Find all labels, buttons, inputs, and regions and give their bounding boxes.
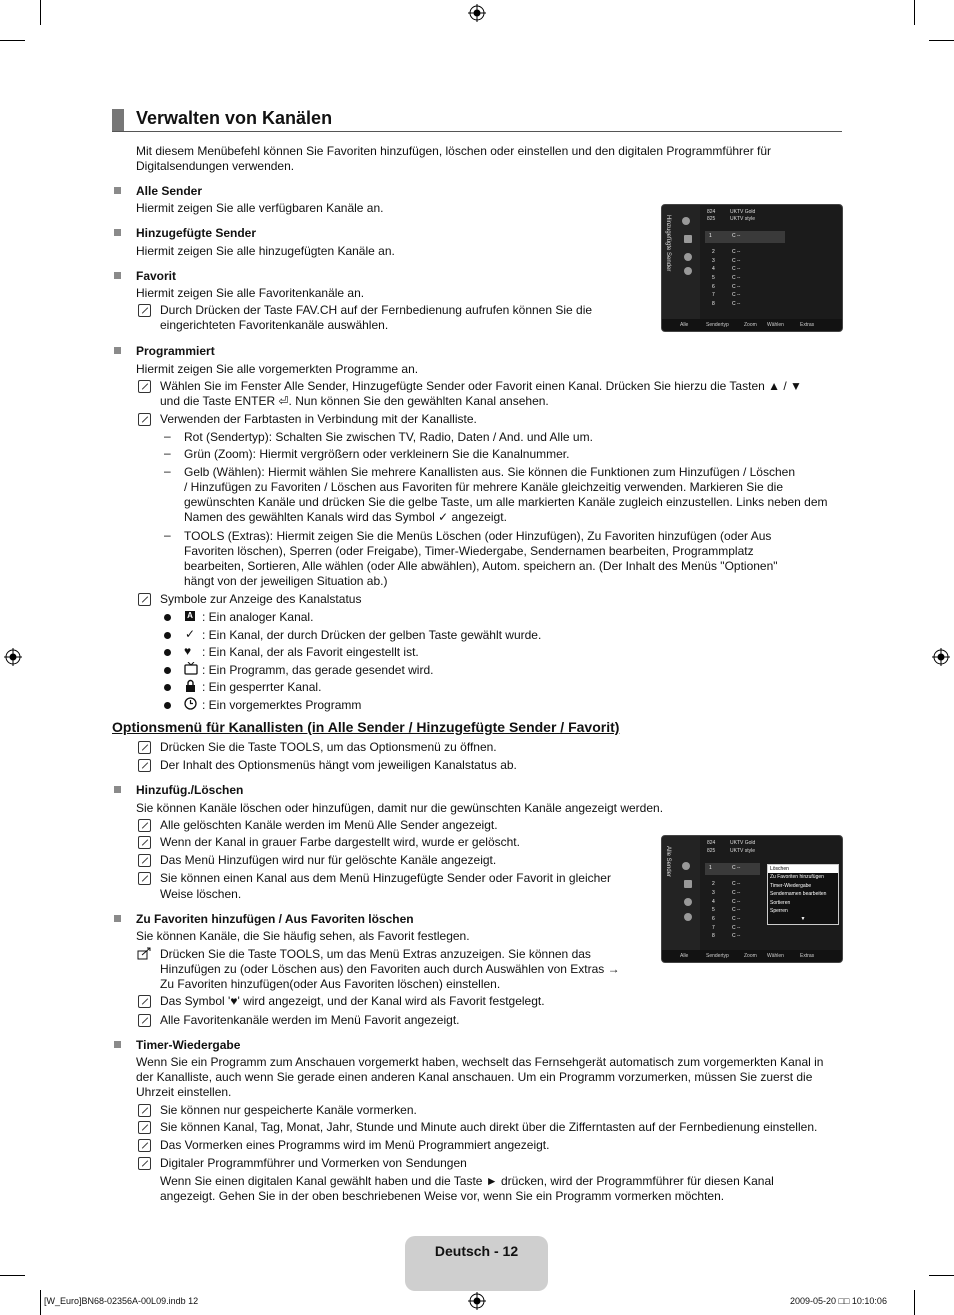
screen-footer-item: Extras xyxy=(800,953,815,959)
section-heading: Zu Favoriten hinzufügen / Aus Favoriten löschen xyxy=(136,912,414,926)
section-heading: Alle Sender xyxy=(136,184,203,198)
screen-footer-item: Alle xyxy=(680,322,689,328)
screen-row-number: 8 xyxy=(712,301,715,307)
note-text: Das Symbol '♥' wird angezeigt, und der Kanal wird als Favorit festgelegt. xyxy=(160,994,545,1008)
screen-footer-item: Zoom xyxy=(744,953,757,959)
crop-mark xyxy=(40,0,41,25)
dash-bullet: – xyxy=(164,446,171,460)
note-text: Verwenden der Farbtasten in Verbindung mit der Kanalliste. xyxy=(160,412,477,426)
note-text: Sie können nur gespeicherte Kanäle vormerken. xyxy=(160,1103,417,1117)
screen-row-number: 7 xyxy=(712,925,715,931)
screen-channel-name: UKTV style xyxy=(730,216,756,222)
section-text: Uhrzeit einstellen. xyxy=(136,1085,232,1099)
print-info-right: 2009-05-20 □□ 10:10:06 xyxy=(790,1296,887,1306)
bullet-dot xyxy=(164,667,171,674)
print-info-left: [W_Euro]BN68-02356A-00L09.indb 12 xyxy=(44,1296,199,1306)
registration-mark-icon xyxy=(932,648,950,666)
note-text: Wählen Sie im Fenster Alle Sender, Hinzugefügte Sender oder Favorit einen Kanal. Drücken Sie hierzu die Tasten ▲ / ▼ xyxy=(160,379,802,393)
screen-row-name: C -- xyxy=(732,258,741,264)
screen-row-name: C -- xyxy=(732,925,741,931)
bullet-square xyxy=(114,187,121,194)
screen-footer-item: Extras xyxy=(800,322,815,328)
bullet-square xyxy=(114,1041,121,1048)
bullet-square xyxy=(114,229,121,236)
antenna-icon xyxy=(682,862,690,870)
section-text: Sie können Kanäle löschen oder hinzufügen, damit nur die gewünschten Kanäle angezeigt werden. xyxy=(136,801,664,815)
note-icon xyxy=(138,759,151,772)
screen-row-name: C -- xyxy=(732,890,741,896)
subsection-title: Optionsmenü für Kanallisten (in Alle Sender / Hinzugefügte Sender / Favorit) xyxy=(112,719,620,735)
screen-row-number: 2 xyxy=(712,249,715,255)
note-icon xyxy=(138,380,151,393)
dash-text: Favoriten löschen), Sperren (oder Freigabe), Timer-Wiedergabe, Sendernamen bearbeiten, Programmplatz xyxy=(184,544,754,558)
screen-row-number: 8 xyxy=(712,933,715,939)
section-heading: Favorit xyxy=(136,269,177,283)
screen-row-number: 6 xyxy=(712,916,715,922)
icon-legend-text: : Ein Programm, das gerade gesendet wird. xyxy=(202,663,434,677)
note-text: und die Taste ENTER ⏎. Nun können Sie den gewählten Kanal ansehen. xyxy=(160,394,549,408)
screen-row-number: 3 xyxy=(712,890,715,896)
section-heading: Programmiert xyxy=(136,344,215,358)
note-text: Wenn Sie einen digitalen Kanal gewählt haben und die Taste ► drücken, wird der Programmführer für diesen Kanal xyxy=(160,1174,774,1188)
screen-menu-item: Sortieren xyxy=(770,899,791,906)
note-text: Alle Favoritenkanäle werden im Menü Favorit angezeigt. xyxy=(160,1013,460,1027)
crop-mark xyxy=(914,1290,915,1315)
screen-selected-row xyxy=(705,231,785,243)
screen-options-menu xyxy=(767,864,839,925)
screen-row-number: 7 xyxy=(712,292,715,298)
screen-footer xyxy=(662,319,842,331)
screen-row-number: 5 xyxy=(712,907,715,913)
screen-footer-item: Alle xyxy=(680,953,689,959)
icon-legend-text: : Ein Kanal, der als Favorit eingestellt ist. xyxy=(202,645,419,659)
screen-row-number: 1 xyxy=(709,865,712,871)
note-text: eingerichteten Favoritenkanäle auswählen. xyxy=(160,318,389,332)
note-icon xyxy=(138,1121,151,1134)
screen-menu-item: Zu Favoriten hinzufügen xyxy=(770,874,824,881)
note-icon xyxy=(138,741,151,754)
note-icon xyxy=(138,836,151,849)
screen-menu-item: Timer-Wiedergabe xyxy=(770,882,812,889)
note-text: Wenn der Kanal in grauer Farbe dargestellt wird, wurde er gelöscht. xyxy=(160,835,520,849)
screen-row-name: C -- xyxy=(732,266,741,272)
note-icon xyxy=(138,1157,151,1170)
clock-icon xyxy=(184,697,197,710)
note-text: Alle gelöschten Kanäle werden im Menü Alle Sender angezeigt. xyxy=(160,818,498,832)
screen-channel-name: UKTV Gold xyxy=(730,840,756,846)
note-icon xyxy=(138,1139,151,1152)
intro-line: Mit diesem Menübefehl können Sie Favoriten hinzufügen, löschen oder einstellen und den digitalen Programmführer für xyxy=(136,144,772,158)
screen-row-number: 4 xyxy=(712,899,715,905)
screen-menu-item: Sperren xyxy=(770,907,788,914)
screen-vertical-label: Hinzugefügte Sender xyxy=(665,215,671,272)
tv-on-air-icon xyxy=(184,662,198,675)
note-icon xyxy=(138,995,151,1008)
note-text: Durch Drücken der Taste FAV.CH auf der Fernbedienung aufrufen können Sie die xyxy=(160,303,593,317)
title-accent-bar xyxy=(112,109,124,131)
screen-row-name: C -- xyxy=(732,233,741,239)
dash-text: TOOLS (Extras): Hiermit zeigen Sie die Menüs Löschen (oder Hinzufügen), Zu Favoriten hinzufügen (oder Aus xyxy=(184,529,772,543)
screen-channel-name: UKTV style xyxy=(730,848,756,854)
dash-bullet: – xyxy=(164,528,171,542)
crop-mark xyxy=(929,1275,954,1276)
note-text: angezeigt. Gehen Sie in der oben beschriebenen Weise vor, wenn Sie ein Programm vormerken möchten. xyxy=(160,1189,725,1203)
section-text: Hiermit zeigen Sie alle vorgemerkten Programme an. xyxy=(136,362,419,376)
note-text: Das Vormerken eines Programms wird im Menü Programmiert angezeigt. xyxy=(160,1138,550,1152)
screen-channel-name: UKTV Gold xyxy=(730,209,756,215)
section-text: Hiermit zeigen Sie alle verfügbaren Kanäle an. xyxy=(136,201,384,215)
section-text: der Kanalliste, auch wenn Sie gerade einen anderen Kanal anschauen. Um ein Programm vorzumerken, müssen Sie zuerst die xyxy=(136,1070,813,1084)
crop-mark xyxy=(0,1275,25,1276)
note-text: Digitaler Programmführer und Vormerken von Sendungen xyxy=(160,1156,467,1170)
screen-row-name: C -- xyxy=(732,881,741,887)
screen-vertical-label: Alle Sender xyxy=(665,846,671,878)
section-text: Hiermit zeigen Sie alle Favoritenkanäle an. xyxy=(136,286,365,300)
note-icon xyxy=(138,1014,151,1027)
heart-icon xyxy=(684,898,692,906)
screen-footer xyxy=(662,950,842,962)
heart-icon xyxy=(684,253,692,261)
screen-row-name: C -- xyxy=(732,249,741,255)
tv-screenshot-channel-list xyxy=(661,204,843,332)
bullet-square xyxy=(114,786,121,793)
note-text: Sie können einen Kanal aus dem Menü Hinzugefügte Sender oder Favorit in gleicher xyxy=(160,871,611,885)
screen-row-number: 3 xyxy=(712,258,715,264)
bullet-square xyxy=(114,347,121,354)
section-heading: Hinzufüg./Löschen xyxy=(136,783,244,797)
screen-menu-scroll: ▼ xyxy=(800,916,806,923)
note-text: Sie können Kanal, Tag, Monat, Jahr, Stunde und Minute auch direkt über die Zifferntasten auf der Fernbedienung einstellen. xyxy=(160,1120,818,1134)
bullet-square xyxy=(114,272,121,279)
dash-text: Namen des gewählten Kanals wird das Symbol ✓ angezeigt. xyxy=(184,510,507,524)
clock-icon xyxy=(684,267,692,275)
screen-row-number: 2 xyxy=(712,881,715,887)
registration-mark-icon xyxy=(468,1292,486,1310)
bullet-dot xyxy=(164,649,171,656)
note-text: Drücken Sie die Taste TOOLS, um das Optionsmenü zu öffnen. xyxy=(160,740,497,754)
dash-text: / Hinzufügen zu Favoriten / Löschen aus Favoriten für mehrere Kanäle gleichzeitig verwenden. Markieren Sie die xyxy=(184,480,783,494)
check-icon: ✓ xyxy=(185,627,196,641)
crop-mark xyxy=(0,40,25,41)
section-text: Wenn Sie ein Programm zum Anschauen vorgemerkt haben, wechselt das Fernsehgerät automatisch zum vorgemerkten Kanal in xyxy=(136,1055,824,1069)
crop-mark xyxy=(40,1290,41,1315)
note-icon xyxy=(138,872,151,885)
note-text: Hinzufügen zu (oder Löschen aus) den Favoriten auch durch Auswählen von Extras → xyxy=(160,962,620,976)
icon-legend-text: : Ein gesperrter Kanal. xyxy=(202,680,322,694)
screen-footer-item: Wählen xyxy=(767,953,784,959)
screen-row-name: C -- xyxy=(732,275,741,281)
intro-line: Digitalsendungen verwenden. xyxy=(136,159,295,173)
screen-menu-item: Sendernamen bearbeiten xyxy=(770,891,827,898)
screen-row-name: C -- xyxy=(732,292,741,298)
add-channel-icon xyxy=(684,880,692,888)
screen-channel-number: 824 xyxy=(707,209,716,215)
note-icon xyxy=(138,1104,151,1117)
icon-legend-text: : Ein analoger Kanal. xyxy=(202,610,314,624)
screen-row-number: 4 xyxy=(712,266,715,272)
dash-bullet: – xyxy=(164,464,171,478)
title-rule xyxy=(112,131,842,132)
section-heading: Hinzugefügte Sender xyxy=(136,226,257,240)
bullet-dot xyxy=(164,632,171,639)
add-channel-icon xyxy=(684,235,692,243)
screen-footer-item: Sendertyp xyxy=(706,953,729,959)
dash-text: hängt von der jeweiligen Situation ab.) xyxy=(184,574,388,588)
bullet-dot xyxy=(164,614,171,621)
lock-icon xyxy=(185,679,196,692)
section-text: Hiermit zeigen Sie alle hinzugefügten Kanäle an. xyxy=(136,244,395,258)
screen-channel-number: 824 xyxy=(707,840,716,846)
dash-text: gewünschten Kanäle und drücken Sie die gelbe Taste, um alle markierten Kanäle zugleich einzustellen. Links neben dem xyxy=(184,495,828,509)
dash-text: Rot (Sendertyp): Schalten Sie zwischen TV, Radio, Daten / And. und Alle um. xyxy=(184,430,593,444)
registration-mark-icon xyxy=(468,4,486,22)
note-icon xyxy=(138,413,151,426)
note-text: Der Inhalt des Optionsmenüs hängt vom jeweiligen Kanalstatus ab. xyxy=(160,758,517,772)
bullet-dot xyxy=(164,702,171,709)
section-heading: Timer-Wiedergabe xyxy=(136,1038,241,1052)
heart-icon: ♥ xyxy=(184,644,192,658)
remote-note-icon xyxy=(138,304,151,317)
dash-text: Gelb (Wählen): Hiermit wählen Sie mehrere Kanallisten aus. Sie können die Funktionen zum Hinzufügen / Löschen xyxy=(184,465,795,479)
note-text: Zu Favoriten hinzufügen(oder Aus Favoriten löschen) einstellen. xyxy=(160,977,501,991)
screen-row-name: C -- xyxy=(732,916,741,922)
note-text: Weise löschen. xyxy=(160,887,242,901)
screen-menu-item: Löschen xyxy=(768,865,838,873)
screen-row-number: 6 xyxy=(712,284,715,290)
crop-mark xyxy=(929,40,954,41)
clock-icon xyxy=(684,913,692,921)
screen-row-name: C -- xyxy=(732,284,741,290)
screen-footer-item: Sendertyp xyxy=(706,322,729,328)
bullet-dot xyxy=(164,684,171,691)
screen-row-number: 1 xyxy=(709,233,712,239)
screen-channel-number: 825 xyxy=(707,848,716,854)
bullet-square xyxy=(114,915,121,922)
page-title: Verwalten von Kanälen xyxy=(136,108,333,128)
dash-bullet: – xyxy=(164,429,171,443)
note-icon xyxy=(138,854,151,867)
screen-footer-item: Wählen xyxy=(767,322,784,328)
screen-row-name: C -- xyxy=(732,899,741,905)
screen-row-number: 5 xyxy=(712,275,715,281)
analog-channel-icon: A xyxy=(185,611,195,621)
screen-row-name: C -- xyxy=(732,865,741,871)
icon-legend-text: : Ein Kanal, der durch Drücken der gelben Taste gewählt wurde. xyxy=(202,628,542,642)
dash-text: Grün (Zoom): Hiermit vergrößern oder verkleinern Sie die Kanalnummer. xyxy=(184,447,570,461)
antenna-icon xyxy=(682,217,690,225)
icon-legend-text: : Ein vorgemerktes Programm xyxy=(202,698,362,712)
tv-screenshot-options-menu xyxy=(661,835,843,963)
note-text: Symbole zur Anzeige des Kanalstatus xyxy=(160,592,362,606)
dash-text: bearbeiten, Sortieren, Alle wählen (oder Alle abwählen), Autom. speichern an. (Der Inhalt des Menüs "Optionen" xyxy=(184,559,778,573)
crop-mark xyxy=(914,0,915,25)
screen-channel-number: 825 xyxy=(707,216,716,222)
screen-footer-item: Zoom xyxy=(744,322,757,328)
note-text: Das Menü Hinzufügen wird nur für gelöschte Kanäle angezeigt. xyxy=(160,853,497,867)
screen-row-name: C -- xyxy=(732,907,741,913)
tools-icon xyxy=(137,947,151,960)
registration-mark-icon xyxy=(4,648,22,666)
note-icon xyxy=(138,593,151,606)
screen-row-name: C -- xyxy=(732,301,741,307)
note-icon xyxy=(138,819,151,832)
screen-row-name: C -- xyxy=(732,933,741,939)
note-text: Drücken Sie die Taste TOOLS, um das Menü Extras anzuzeigen. Sie können das xyxy=(160,947,591,961)
page-number-label: Deutsch - 12 xyxy=(434,1243,519,1259)
section-text: Sie können Kanäle, die Sie häufig sehen, als Favorit festlegen. xyxy=(136,929,470,943)
